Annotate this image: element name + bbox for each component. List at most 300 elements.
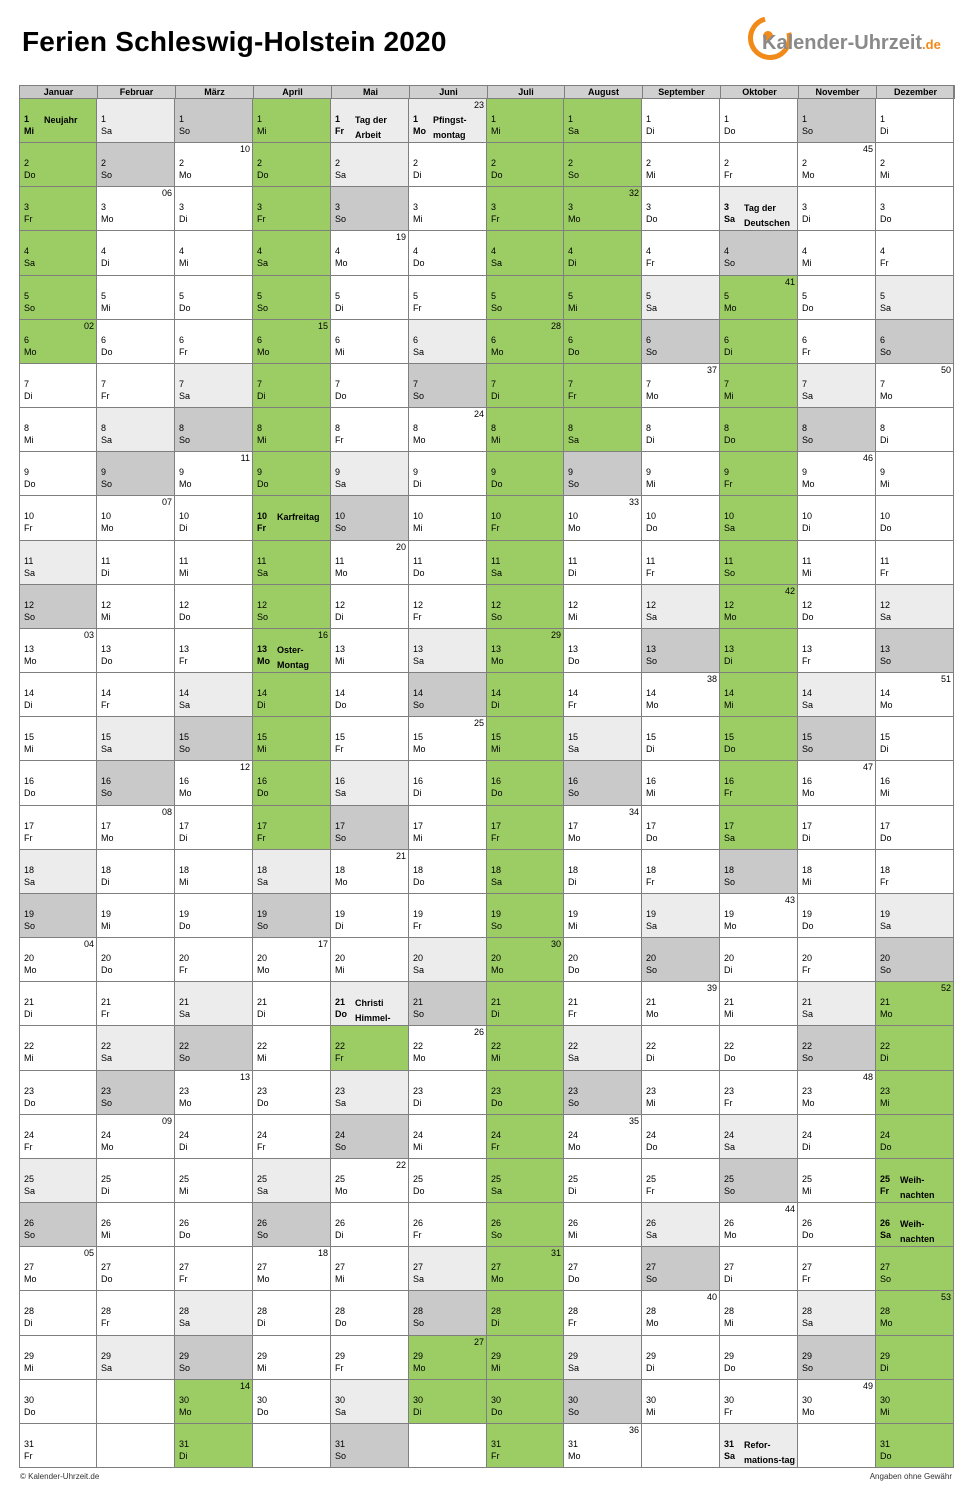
day-cell[interactable] (564, 541, 642, 585)
day-cell[interactable] (798, 629, 876, 673)
day-cell[interactable] (720, 231, 798, 276)
day-cell[interactable] (564, 806, 642, 850)
day-cell[interactable] (175, 673, 253, 717)
day-cell[interactable] (487, 1291, 564, 1336)
day-cell[interactable] (720, 585, 798, 629)
day-cell[interactable] (253, 408, 331, 452)
day-cell[interactable] (798, 938, 876, 982)
day-cell[interactable] (642, 320, 720, 364)
day-cell[interactable] (642, 276, 720, 320)
day-cell[interactable] (642, 585, 720, 629)
day-cell[interactable] (97, 1424, 175, 1468)
day-cell[interactable] (798, 1026, 876, 1071)
day-cell[interactable] (331, 806, 409, 850)
day-cell[interactable] (642, 143, 720, 187)
day-cell[interactable] (19, 99, 97, 143)
day-cell[interactable] (175, 320, 253, 364)
day-cell[interactable] (642, 850, 720, 894)
day-cell[interactable] (642, 1115, 720, 1159)
day-cell[interactable] (253, 761, 331, 806)
day-cell[interactable] (175, 894, 253, 938)
day-cell[interactable] (564, 1247, 642, 1291)
day-cell[interactable] (876, 320, 954, 364)
day-cell[interactable] (19, 541, 97, 585)
day-cell[interactable] (642, 496, 720, 541)
day-cell[interactable] (331, 99, 409, 143)
day-cell[interactable] (97, 320, 175, 364)
day-cell[interactable] (876, 1380, 954, 1424)
day-cell[interactable] (564, 938, 642, 982)
day-cell[interactable] (798, 408, 876, 452)
day-cell[interactable] (97, 673, 175, 717)
day-cell[interactable] (876, 1424, 954, 1468)
day-cell[interactable] (720, 496, 798, 541)
day-cell[interactable] (409, 938, 487, 982)
day-cell[interactable] (331, 143, 409, 187)
day-cell[interactable] (798, 1291, 876, 1336)
day-cell[interactable] (97, 541, 175, 585)
day-cell[interactable] (487, 496, 564, 541)
day-cell[interactable] (253, 1115, 331, 1159)
day-cell[interactable] (642, 1026, 720, 1071)
day-cell[interactable] (564, 99, 642, 143)
day-cell[interactable] (175, 850, 253, 894)
day-cell[interactable] (331, 1424, 409, 1468)
day-cell[interactable] (409, 1336, 487, 1380)
day-cell[interactable] (175, 585, 253, 629)
day-cell[interactable] (409, 629, 487, 673)
day-cell[interactable] (564, 408, 642, 452)
day-cell[interactable] (487, 143, 564, 187)
day-cell[interactable] (487, 1247, 564, 1291)
day-cell[interactable] (409, 143, 487, 187)
day-cell[interactable] (564, 452, 642, 496)
day-cell[interactable] (19, 143, 97, 187)
day-cell[interactable] (642, 364, 720, 408)
day-cell[interactable] (19, 1380, 97, 1424)
day-cell[interactable] (720, 1291, 798, 1336)
site-logo[interactable] (748, 16, 958, 66)
day-cell[interactable] (19, 187, 97, 231)
day-cell[interactable] (175, 629, 253, 673)
day-cell[interactable] (487, 1159, 564, 1203)
day-cell[interactable] (175, 496, 253, 541)
day-cell[interactable] (409, 1159, 487, 1203)
day-cell[interactable] (175, 938, 253, 982)
day-cell[interactable] (876, 408, 954, 452)
day-cell[interactable] (798, 894, 876, 938)
day-cell[interactable] (409, 806, 487, 850)
day-cell[interactable] (642, 541, 720, 585)
day-cell[interactable] (331, 276, 409, 320)
day-cell[interactable] (19, 1247, 97, 1291)
day-cell[interactable] (798, 806, 876, 850)
day-cell[interactable] (564, 1291, 642, 1336)
day-cell[interactable] (720, 1336, 798, 1380)
day-cell[interactable] (798, 143, 876, 187)
day-cell[interactable] (331, 850, 409, 894)
day-cell[interactable] (720, 850, 798, 894)
day-cell[interactable] (409, 452, 487, 496)
day-cell[interactable] (798, 231, 876, 276)
day-cell[interactable] (564, 320, 642, 364)
day-cell[interactable] (720, 99, 798, 143)
day-cell[interactable] (487, 364, 564, 408)
day-cell[interactable] (331, 364, 409, 408)
day-cell[interactable] (487, 1380, 564, 1424)
day-cell[interactable] (487, 320, 564, 364)
day-cell[interactable] (487, 1336, 564, 1380)
day-cell[interactable] (642, 99, 720, 143)
day-cell[interactable] (876, 1203, 954, 1247)
day-cell[interactable] (798, 99, 876, 143)
day-cell[interactable] (409, 187, 487, 231)
day-cell[interactable] (720, 629, 798, 673)
day-cell[interactable] (97, 452, 175, 496)
day-cell[interactable] (253, 717, 331, 761)
day-cell[interactable] (253, 1247, 331, 1291)
day-cell[interactable] (19, 496, 97, 541)
day-cell[interactable] (175, 408, 253, 452)
day-cell[interactable] (876, 541, 954, 585)
day-cell[interactable] (642, 1380, 720, 1424)
day-cell[interactable] (253, 1159, 331, 1203)
day-cell[interactable] (798, 541, 876, 585)
day-cell[interactable] (97, 99, 175, 143)
day-cell[interactable] (876, 894, 954, 938)
day-cell[interactable] (331, 1291, 409, 1336)
day-cell[interactable] (798, 1159, 876, 1203)
day-cell[interactable] (876, 99, 954, 143)
day-cell[interactable] (798, 452, 876, 496)
day-cell[interactable] (798, 1071, 876, 1115)
day-cell[interactable] (409, 1071, 487, 1115)
day-cell[interactable] (331, 938, 409, 982)
day-cell[interactable] (97, 276, 175, 320)
day-cell[interactable] (720, 982, 798, 1026)
day-cell[interactable] (253, 276, 331, 320)
day-cell[interactable] (720, 1247, 798, 1291)
day-cell[interactable] (487, 894, 564, 938)
day-cell[interactable] (253, 1291, 331, 1336)
day-cell[interactable] (720, 673, 798, 717)
day-cell[interactable] (642, 806, 720, 850)
day-cell[interactable] (798, 1336, 876, 1380)
day-cell[interactable] (487, 408, 564, 452)
day-cell[interactable] (720, 1159, 798, 1203)
day-cell[interactable] (19, 585, 97, 629)
day-cell[interactable] (97, 1380, 175, 1424)
day-cell[interactable] (564, 364, 642, 408)
day-cell[interactable] (97, 1203, 175, 1247)
day-cell[interactable] (19, 1336, 97, 1380)
day-cell[interactable] (97, 143, 175, 187)
day-cell[interactable] (798, 1247, 876, 1291)
day-cell[interactable] (253, 1380, 331, 1424)
day-cell[interactable] (331, 1026, 409, 1071)
day-cell[interactable] (97, 408, 175, 452)
day-cell[interactable] (798, 364, 876, 408)
day-cell[interactable] (19, 850, 97, 894)
day-cell[interactable] (642, 1291, 720, 1336)
day-cell[interactable] (409, 673, 487, 717)
day-cell[interactable] (97, 850, 175, 894)
day-cell[interactable] (798, 585, 876, 629)
day-cell[interactable] (642, 894, 720, 938)
day-cell[interactable] (564, 850, 642, 894)
day-cell[interactable] (564, 982, 642, 1026)
day-cell[interactable] (798, 1424, 876, 1468)
day-cell[interactable] (642, 1336, 720, 1380)
day-cell[interactable] (97, 1336, 175, 1380)
day-cell[interactable] (876, 496, 954, 541)
day-cell[interactable] (409, 1424, 487, 1468)
day-cell[interactable] (175, 187, 253, 231)
day-cell[interactable] (331, 585, 409, 629)
day-cell[interactable] (487, 1203, 564, 1247)
day-cell[interactable] (564, 629, 642, 673)
day-cell[interactable] (19, 894, 97, 938)
day-cell[interactable] (331, 673, 409, 717)
day-cell[interactable] (253, 894, 331, 938)
day-cell[interactable] (487, 541, 564, 585)
day-cell[interactable] (876, 1247, 954, 1291)
day-cell[interactable] (19, 320, 97, 364)
day-cell[interactable] (720, 1115, 798, 1159)
day-cell[interactable] (876, 1026, 954, 1071)
day-cell[interactable] (564, 1159, 642, 1203)
day-cell[interactable] (642, 1071, 720, 1115)
day-cell[interactable] (564, 231, 642, 276)
day-cell[interactable] (564, 673, 642, 717)
day-cell[interactable] (564, 761, 642, 806)
day-cell[interactable] (642, 938, 720, 982)
day-cell[interactable] (409, 231, 487, 276)
day-cell[interactable] (19, 673, 97, 717)
day-cell[interactable] (97, 629, 175, 673)
day-cell[interactable] (97, 806, 175, 850)
day-cell[interactable] (409, 1247, 487, 1291)
day-cell[interactable] (331, 629, 409, 673)
day-cell[interactable] (175, 1336, 253, 1380)
day-cell[interactable] (19, 1424, 97, 1468)
day-cell[interactable] (175, 452, 253, 496)
day-cell[interactable] (331, 408, 409, 452)
day-cell[interactable] (642, 452, 720, 496)
day-cell[interactable] (409, 850, 487, 894)
day-cell[interactable] (97, 982, 175, 1026)
day-cell[interactable] (720, 143, 798, 187)
day-cell[interactable] (564, 1424, 642, 1468)
day-cell[interactable] (487, 99, 564, 143)
day-cell[interactable] (720, 1380, 798, 1424)
day-cell[interactable] (487, 982, 564, 1026)
day-cell[interactable] (97, 938, 175, 982)
day-cell[interactable] (642, 408, 720, 452)
day-cell[interactable] (19, 364, 97, 408)
day-cell[interactable] (876, 364, 954, 408)
day-cell[interactable] (19, 938, 97, 982)
day-cell[interactable] (253, 1071, 331, 1115)
day-cell[interactable] (331, 894, 409, 938)
day-cell[interactable] (642, 1203, 720, 1247)
day-cell[interactable] (97, 187, 175, 231)
day-cell[interactable] (253, 452, 331, 496)
day-cell[interactable] (409, 761, 487, 806)
day-cell[interactable] (409, 496, 487, 541)
day-cell[interactable] (564, 1071, 642, 1115)
day-cell[interactable] (876, 585, 954, 629)
day-cell[interactable] (175, 1247, 253, 1291)
day-cell[interactable] (642, 982, 720, 1026)
day-cell[interactable] (409, 1115, 487, 1159)
day-cell[interactable] (409, 982, 487, 1026)
day-cell[interactable] (409, 585, 487, 629)
day-cell[interactable] (409, 1291, 487, 1336)
day-cell[interactable] (331, 187, 409, 231)
day-cell[interactable] (331, 496, 409, 541)
day-cell[interactable] (720, 276, 798, 320)
day-cell[interactable] (876, 938, 954, 982)
day-cell[interactable] (564, 1115, 642, 1159)
day-cell[interactable] (175, 1424, 253, 1468)
day-cell[interactable] (331, 452, 409, 496)
day-cell[interactable] (798, 187, 876, 231)
day-cell[interactable] (253, 143, 331, 187)
day-cell[interactable] (876, 982, 954, 1026)
day-cell[interactable] (876, 276, 954, 320)
day-cell[interactable] (175, 276, 253, 320)
day-cell[interactable] (331, 1247, 409, 1291)
day-cell[interactable] (175, 1026, 253, 1071)
day-cell[interactable] (97, 1071, 175, 1115)
day-cell[interactable] (331, 1336, 409, 1380)
day-cell[interactable] (720, 1026, 798, 1071)
day-cell[interactable] (487, 187, 564, 231)
day-cell[interactable] (642, 717, 720, 761)
day-cell[interactable] (876, 806, 954, 850)
day-cell[interactable] (642, 1159, 720, 1203)
day-cell[interactable] (97, 231, 175, 276)
day-cell[interactable] (175, 1380, 253, 1424)
day-cell[interactable] (720, 408, 798, 452)
day-cell[interactable] (564, 1203, 642, 1247)
day-cell[interactable] (798, 982, 876, 1026)
day-cell[interactable] (175, 1071, 253, 1115)
day-cell[interactable] (409, 717, 487, 761)
day-cell[interactable] (253, 1026, 331, 1071)
day-cell[interactable] (487, 585, 564, 629)
day-cell[interactable] (331, 1159, 409, 1203)
day-cell[interactable] (720, 1203, 798, 1247)
day-cell[interactable] (409, 1026, 487, 1071)
day-cell[interactable] (564, 276, 642, 320)
day-cell[interactable] (642, 1247, 720, 1291)
day-cell[interactable] (19, 1203, 97, 1247)
day-cell[interactable] (487, 673, 564, 717)
day-cell[interactable] (876, 717, 954, 761)
day-cell[interactable] (253, 1336, 331, 1380)
day-cell[interactable] (253, 1203, 331, 1247)
day-cell[interactable] (253, 364, 331, 408)
day-cell[interactable] (720, 320, 798, 364)
day-cell[interactable] (720, 364, 798, 408)
day-cell[interactable] (720, 806, 798, 850)
day-cell[interactable] (487, 850, 564, 894)
day-cell[interactable] (564, 894, 642, 938)
day-cell[interactable] (876, 187, 954, 231)
day-cell[interactable] (876, 1159, 954, 1203)
day-cell[interactable] (175, 1291, 253, 1336)
day-cell[interactable] (876, 1115, 954, 1159)
day-cell[interactable] (798, 276, 876, 320)
day-cell[interactable] (19, 629, 97, 673)
day-cell[interactable] (175, 761, 253, 806)
day-cell[interactable] (642, 761, 720, 806)
day-cell[interactable] (798, 761, 876, 806)
day-cell[interactable] (175, 717, 253, 761)
day-cell[interactable] (175, 1159, 253, 1203)
day-cell[interactable] (331, 1203, 409, 1247)
day-cell[interactable] (720, 452, 798, 496)
day-cell[interactable] (798, 850, 876, 894)
day-cell[interactable] (409, 99, 487, 143)
day-cell[interactable] (876, 673, 954, 717)
day-cell[interactable] (253, 496, 331, 541)
day-cell[interactable] (175, 143, 253, 187)
day-cell[interactable] (175, 1115, 253, 1159)
day-cell[interactable] (487, 629, 564, 673)
day-cell[interactable] (487, 1026, 564, 1071)
day-cell[interactable] (19, 806, 97, 850)
day-cell[interactable] (487, 717, 564, 761)
day-cell[interactable] (175, 1203, 253, 1247)
day-cell[interactable] (564, 496, 642, 541)
day-cell[interactable] (19, 276, 97, 320)
day-cell[interactable] (720, 717, 798, 761)
day-cell[interactable] (175, 982, 253, 1026)
day-cell[interactable] (564, 585, 642, 629)
day-cell[interactable] (720, 541, 798, 585)
day-cell[interactable] (253, 320, 331, 364)
day-cell[interactable] (720, 938, 798, 982)
day-cell[interactable] (487, 452, 564, 496)
day-cell[interactable] (564, 1380, 642, 1424)
day-cell[interactable] (876, 1071, 954, 1115)
day-cell[interactable] (798, 717, 876, 761)
day-cell[interactable] (331, 761, 409, 806)
day-cell[interactable] (642, 629, 720, 673)
day-cell[interactable] (175, 364, 253, 408)
day-cell[interactable] (253, 850, 331, 894)
day-cell[interactable] (720, 761, 798, 806)
day-cell[interactable] (564, 187, 642, 231)
day-cell[interactable] (97, 1026, 175, 1071)
day-cell[interactable] (331, 320, 409, 364)
day-cell[interactable] (409, 276, 487, 320)
day-cell[interactable] (409, 894, 487, 938)
day-cell[interactable] (876, 143, 954, 187)
day-cell[interactable] (487, 276, 564, 320)
day-cell[interactable] (175, 231, 253, 276)
day-cell[interactable] (720, 1424, 798, 1468)
day-cell[interactable] (564, 1026, 642, 1071)
day-cell[interactable] (97, 1247, 175, 1291)
day-cell[interactable] (642, 673, 720, 717)
day-cell[interactable] (409, 320, 487, 364)
day-cell[interactable] (19, 1115, 97, 1159)
day-cell[interactable] (19, 1071, 97, 1115)
